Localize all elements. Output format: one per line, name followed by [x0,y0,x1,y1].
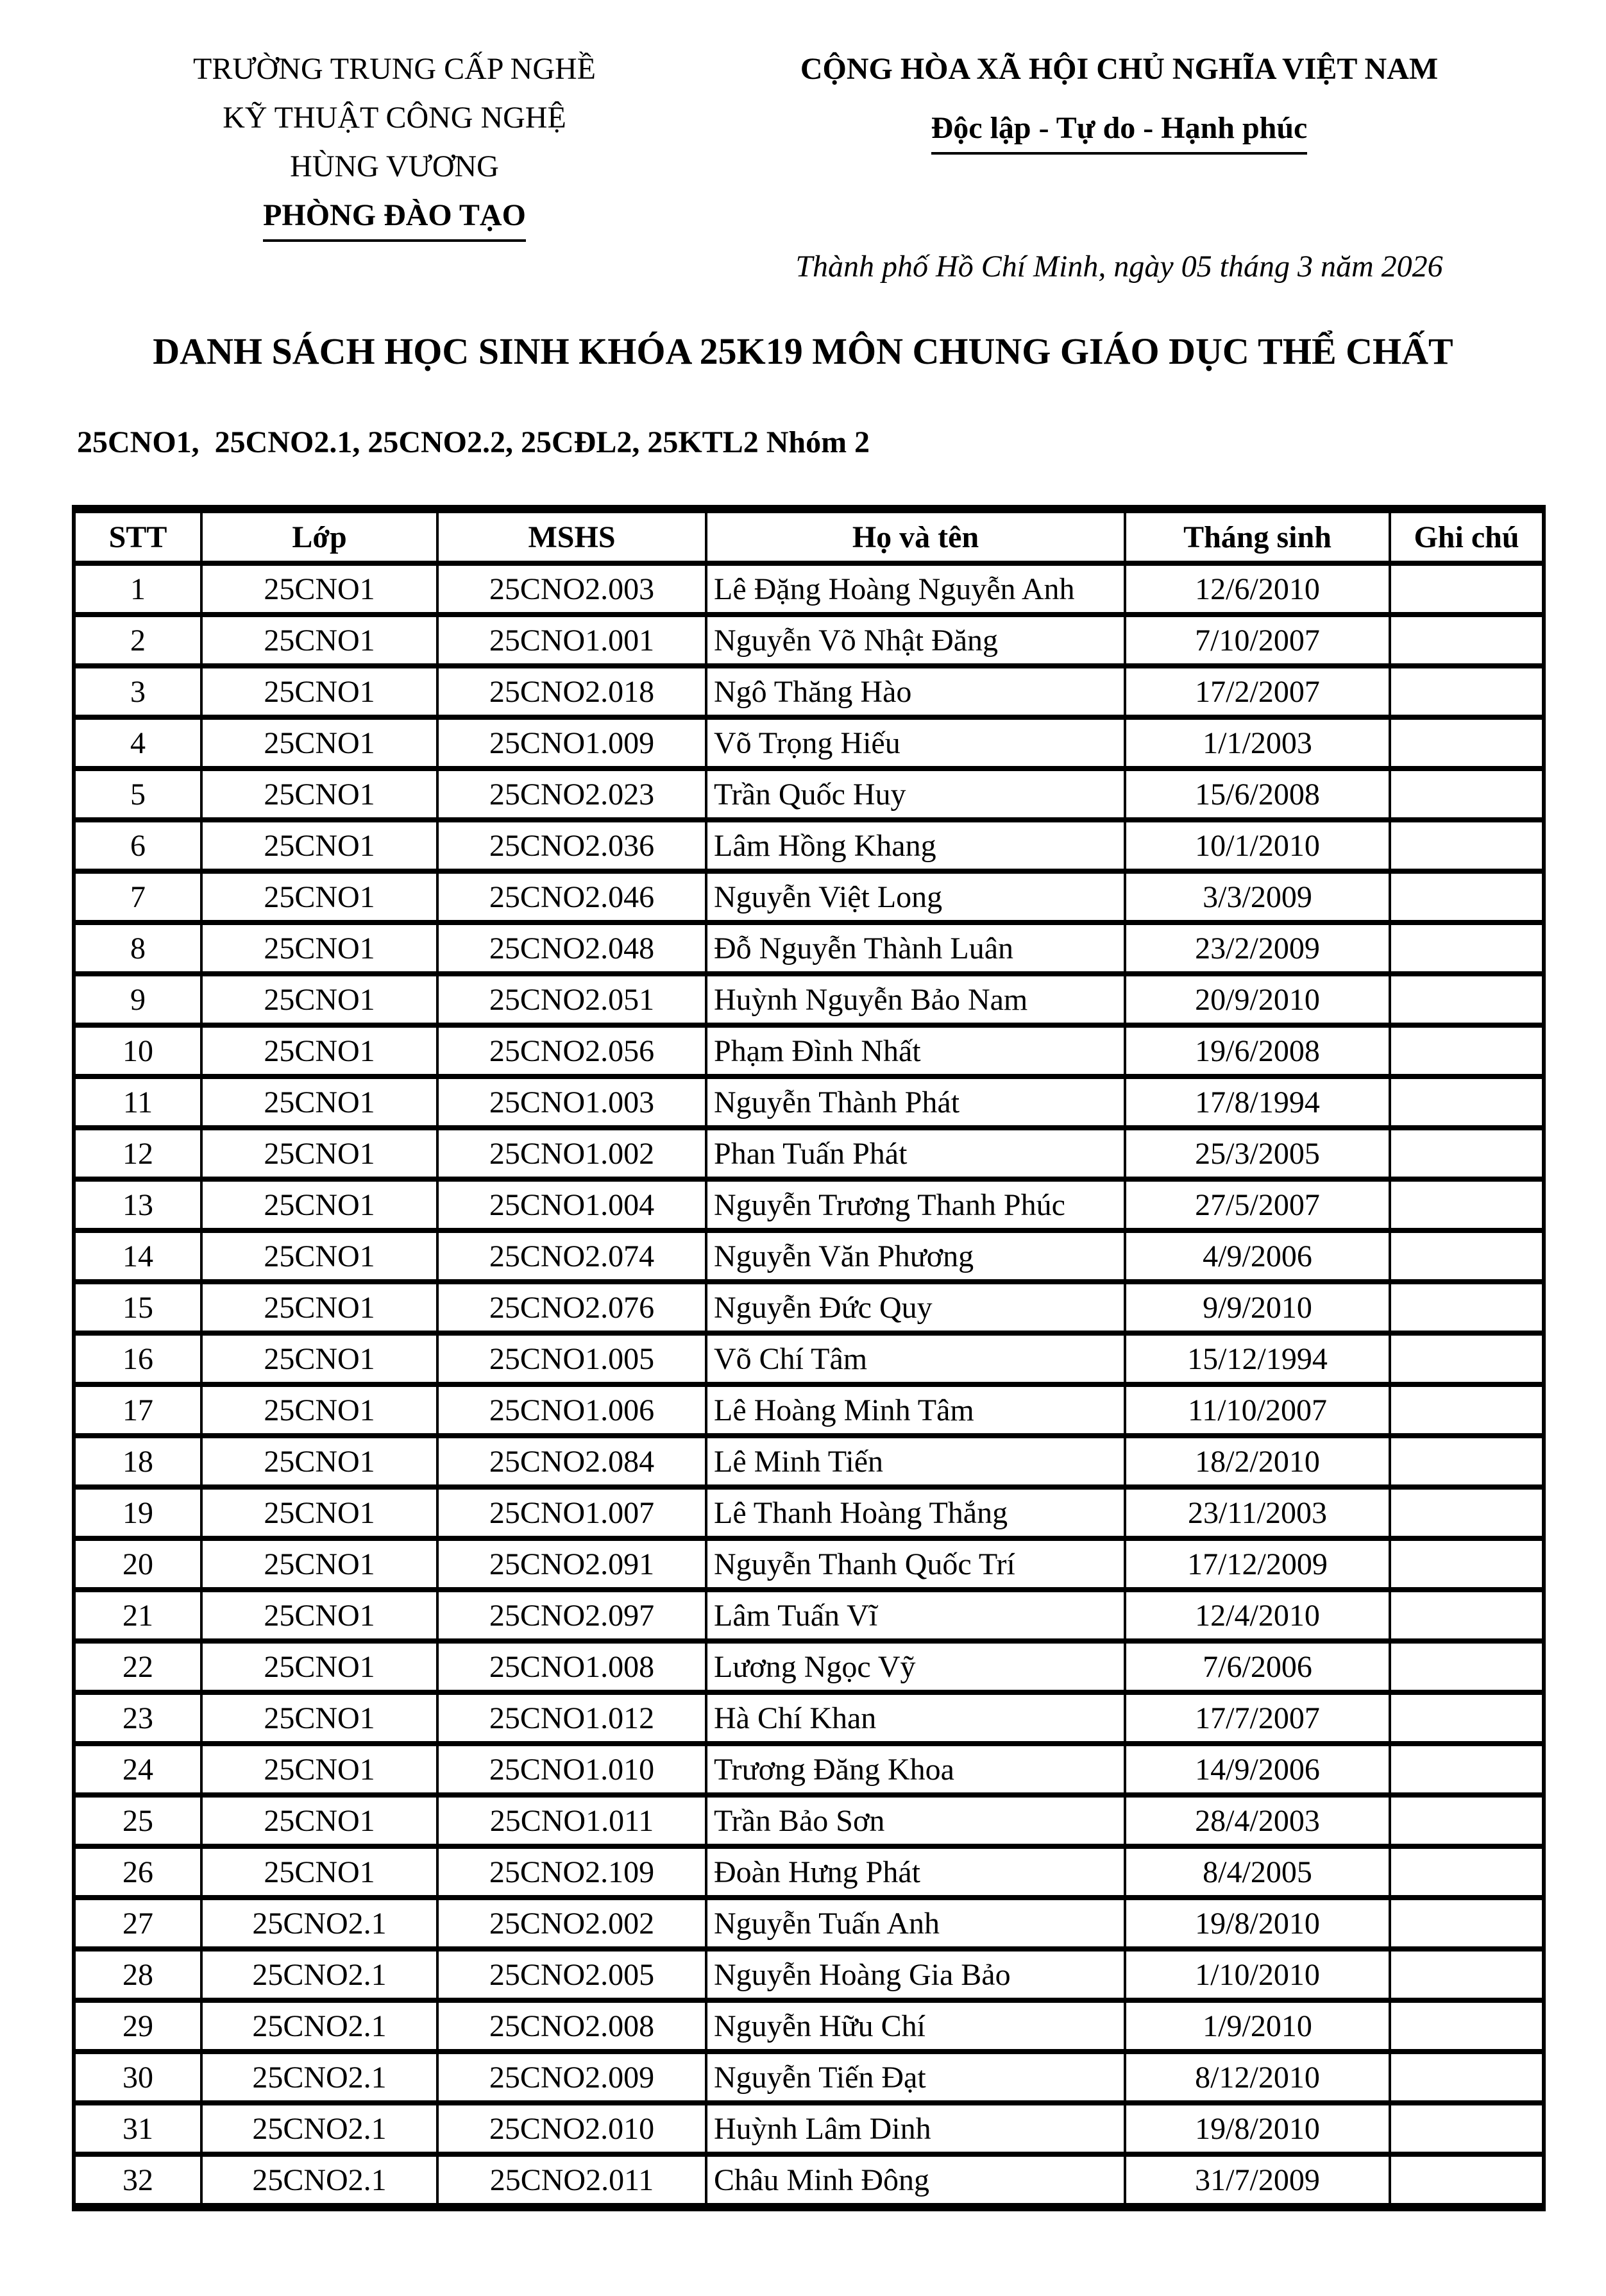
cell-note [1390,2000,1544,2052]
department-name: PHÒNG ĐÀO TẠO [263,198,526,242]
cell-stt: 20 [74,1538,201,1590]
cell-stt: 17 [74,1384,201,1436]
cell-name: Nguyễn Trương Thanh Phúc [706,1179,1125,1230]
cell-stt: 27 [74,1898,201,1949]
cell-name: Lâm Tuấn Vĩ [706,1590,1125,1641]
cell-mshs: 25CNO1.012 [437,1692,706,1744]
cell-stt: 12 [74,1128,201,1179]
cell-class: 25CNO1 [201,1333,437,1384]
cell-class: 25CNO1 [201,769,437,820]
national-motto-line2: Độc lập - Tự do - Hạnh phúc [931,110,1308,155]
student-row [74,563,1544,615]
cell-note [1390,1076,1544,1128]
cell-class: 25CNO1 [201,1128,437,1179]
cell-name: Phạm Đình Nhất [706,1025,1125,1076]
cell-name: Trần Quốc Huy [706,769,1125,820]
school-name-line3: HÙNG VƯƠNG [290,149,499,183]
cell-class: 25CNO1 [201,1692,437,1744]
cell-mshs: 25CNO2.009 [437,2052,706,2103]
class-list-subtitle: 25CNO1, 25CNO2.1, 25CNO2.2, 25CĐL2, 25KTL2 Nhóm 2 [77,425,870,459]
cell-stt: 25 [74,1795,201,1846]
cell-note [1390,717,1544,769]
student-row [74,1179,1544,1230]
col-header-name: Họ và tên [706,509,1125,564]
cell-mshs: 25CNO2.008 [437,2000,706,2052]
cell-birth: 19/8/2010 [1125,2103,1390,2154]
cell-stt: 11 [74,1076,201,1128]
cell-note [1390,2052,1544,2103]
cell-class: 25CNO1 [201,1230,437,1282]
date-line: Thành phố Hồ Chí Minh, ngày 05 tháng 3 năm 2026 [795,250,1443,284]
cell-name: Châu Minh Đông [706,2154,1125,2207]
cell-stt: 8 [74,923,201,974]
cell-note [1390,1795,1544,1846]
school-name-line1: TRƯỜNG TRUNG CẤP NGHỀ [193,52,596,86]
student-row [74,1025,1544,1076]
cell-note [1390,820,1544,871]
student-row [74,615,1544,666]
cell-name: Nguyễn Hữu Chí [706,2000,1125,2052]
student-row [74,820,1544,871]
cell-class: 25CNO1 [201,1487,437,1538]
cell-class: 25CNO1 [201,1641,437,1692]
cell-class: 25CNO1 [201,871,437,923]
cell-birth: 19/6/2008 [1125,1025,1390,1076]
cell-mshs: 25CNO2.051 [437,974,706,1025]
cell-mshs: 25CNO1.006 [437,1384,706,1436]
cell-mshs: 25CNO1.003 [437,1076,706,1128]
student-row [74,923,1544,974]
cell-mshs: 25CNO1.002 [437,1128,706,1179]
cell-name: Nguyễn Tiến Đạt [706,2052,1125,2103]
cell-note [1390,1846,1544,1898]
cell-mshs: 25CNO2.046 [437,871,706,923]
cell-stt: 7 [74,871,201,923]
cell-mshs: 25CNO1.004 [437,1179,706,1230]
cell-class: 25CNO1 [201,923,437,974]
student-row [74,1128,1544,1179]
cell-name: Trần Bảo Sơn [706,1795,1125,1846]
cell-birth: 7/10/2007 [1125,615,1390,666]
cell-note [1390,1282,1544,1333]
cell-mshs: 25CNO2.003 [437,563,706,615]
cell-mshs: 25CNO2.002 [437,1898,706,1949]
cell-class: 25CNO1 [201,615,437,666]
cell-class: 25CNO1 [201,820,437,871]
cell-stt: 3 [74,666,201,717]
cell-name: Trương Đăng Khoa [706,1744,1125,1795]
cell-class: 25CNO1 [201,717,437,769]
cell-birth: 23/11/2003 [1125,1487,1390,1538]
cell-birth: 8/12/2010 [1125,2052,1390,2103]
cell-mshs: 25CNO2.011 [437,2154,706,2207]
cell-stt: 4 [74,717,201,769]
student-row [74,1692,1544,1744]
cell-mshs: 25CNO1.009 [437,717,706,769]
cell-name: Võ Trọng Hiếu [706,717,1125,769]
cell-mshs: 25CNO2.036 [437,820,706,871]
cell-mshs: 25CNO2.048 [437,923,706,974]
cell-mshs: 25CNO2.097 [437,1590,706,1641]
cell-birth: 31/7/2009 [1125,2154,1390,2207]
student-row [74,2052,1544,2103]
cell-name: Lâm Hồng Khang [706,820,1125,871]
cell-stt: 14 [74,1230,201,1282]
cell-note [1390,974,1544,1025]
cell-class: 25CNO1 [201,1846,437,1898]
cell-note [1390,1641,1544,1692]
cell-name: Ngô Thăng Hào [706,666,1125,717]
cell-birth: 4/9/2006 [1125,1230,1390,1282]
cell-note [1390,1898,1544,1949]
cell-birth: 25/3/2005 [1125,1128,1390,1179]
cell-name: Lê Hoàng Minh Tâm [706,1384,1125,1436]
student-row [74,1898,1544,1949]
cell-stt: 30 [74,2052,201,2103]
cell-note [1390,1590,1544,1641]
cell-stt: 1 [74,563,201,615]
cell-birth: 8/4/2005 [1125,1846,1390,1898]
cell-birth: 11/10/2007 [1125,1384,1390,1436]
cell-mshs: 25CNO1.005 [437,1333,706,1384]
cell-stt: 29 [74,2000,201,2052]
cell-name: Nguyễn Võ Nhật Đăng [706,615,1125,666]
cell-note [1390,1333,1544,1384]
cell-note [1390,1538,1544,1590]
student-row [74,1590,1544,1641]
cell-mshs: 25CNO1.010 [437,1744,706,1795]
student-row [74,717,1544,769]
cell-class: 25CNO2.1 [201,2052,437,2103]
cell-note [1390,871,1544,923]
cell-class: 25CNO1 [201,1538,437,1590]
cell-birth: 17/7/2007 [1125,1692,1390,1744]
cell-mshs: 25CNO2.018 [437,666,706,717]
cell-mshs: 25CNO1.011 [437,1795,706,1846]
cell-note [1390,1949,1544,2000]
cell-stt: 21 [74,1590,201,1641]
cell-class: 25CNO2.1 [201,2103,437,2154]
cell-mshs: 25CNO2.010 [437,2103,706,2154]
cell-birth: 18/2/2010 [1125,1436,1390,1487]
cell-stt: 32 [74,2154,201,2207]
cell-stt: 16 [74,1333,201,1384]
cell-name: Nguyễn Thanh Quốc Trí [706,1538,1125,1590]
cell-name: Nguyễn Việt Long [706,871,1125,923]
student-row [74,1333,1544,1384]
col-header-note: Ghi chú [1390,509,1544,564]
cell-stt: 18 [74,1436,201,1487]
cell-class: 25CNO2.1 [201,1949,437,2000]
cell-name: Võ Chí Tâm [706,1333,1125,1384]
col-header-stt: STT [74,509,201,564]
cell-class: 25CNO1 [201,1744,437,1795]
student-row [74,1282,1544,1333]
student-row [74,1744,1544,1795]
cell-name: Lê Thanh Hoàng Thắng [706,1487,1125,1538]
student-row [74,2103,1544,2154]
cell-mshs: 25CNO1.008 [437,1641,706,1692]
cell-stt: 23 [74,1692,201,1744]
cell-mshs: 25CNO2.056 [437,1025,706,1076]
cell-note [1390,615,1544,666]
cell-note [1390,1436,1544,1487]
cell-note [1390,2103,1544,2154]
cell-name: Huỳnh Lâm Dinh [706,2103,1125,2154]
cell-birth: 23/2/2009 [1125,923,1390,974]
cell-mshs: 25CNO1.001 [437,615,706,666]
cell-mshs: 25CNO1.007 [437,1487,706,1538]
cell-note [1390,1128,1544,1179]
cell-birth: 15/6/2008 [1125,769,1390,820]
cell-mshs: 25CNO2.076 [437,1282,706,1333]
cell-name: Phan Tuấn Phát [706,1128,1125,1179]
cell-birth: 7/6/2006 [1125,1641,1390,1692]
cell-name: Lương Ngọc Vỹ [706,1641,1125,1692]
student-row [74,1538,1544,1590]
table-header-row [74,509,1544,564]
cell-birth: 17/12/2009 [1125,1538,1390,1590]
cell-name: Nguyễn Thành Phát [706,1076,1125,1128]
cell-birth: 1/1/2003 [1125,717,1390,769]
student-row [74,1384,1544,1436]
cell-birth: 10/1/2010 [1125,820,1390,871]
cell-class: 25CNO1 [201,563,437,615]
cell-mshs: 25CNO2.084 [437,1436,706,1487]
cell-class: 25CNO1 [201,1795,437,1846]
cell-birth: 9/9/2010 [1125,1282,1390,1333]
cell-name: Nguyễn Tuấn Anh [706,1898,1125,1949]
cell-stt: 24 [74,1744,201,1795]
student-row [74,1641,1544,1692]
cell-class: 25CNO1 [201,1025,437,1076]
cell-class: 25CNO1 [201,1436,437,1487]
student-row [74,769,1544,820]
cell-birth: 19/8/2010 [1125,1898,1390,1949]
cell-name: Nguyễn Văn Phương [706,1230,1125,1282]
cell-birth: 20/9/2010 [1125,974,1390,1025]
cell-birth: 17/8/1994 [1125,1076,1390,1128]
cell-stt: 13 [74,1179,201,1230]
cell-class: 25CNO2.1 [201,1898,437,1949]
cell-note [1390,1487,1544,1538]
cell-mshs: 25CNO2.091 [437,1538,706,1590]
document-title: DANH SÁCH HỌC SINH KHÓA 25K19 MÔN CHUNG GIÁO DỤC THỂ CHẤT [153,330,1453,372]
cell-birth: 14/9/2006 [1125,1744,1390,1795]
school-header [154,45,635,242]
cell-birth: 12/6/2010 [1125,563,1390,615]
cell-stt: 6 [74,820,201,871]
cell-mshs: 25CNO2.109 [437,1846,706,1898]
cell-stt: 28 [74,1949,201,2000]
cell-class: 25CNO1 [201,1179,437,1230]
col-header-mshs: MSHS [437,509,706,564]
student-row [74,1076,1544,1128]
cell-class: 25CNO1 [201,974,437,1025]
cell-birth: 17/2/2007 [1125,666,1390,717]
cell-birth: 3/3/2009 [1125,871,1390,923]
cell-birth: 12/4/2010 [1125,1590,1390,1641]
cell-stt: 5 [74,769,201,820]
cell-name: Huỳnh Nguyễn Bảo Nam [706,974,1125,1025]
cell-class: 25CNO2.1 [201,2154,437,2207]
student-row [74,1949,1544,2000]
national-header [744,45,1494,155]
national-motto-line1: CỘNG HÒA XÃ HỘI CHỦ NGHĨA VIỆT NAM [800,52,1439,86]
cell-birth: 15/12/1994 [1125,1333,1390,1384]
cell-mshs: 25CNO2.074 [437,1230,706,1282]
cell-stt: 10 [74,1025,201,1076]
student-row [74,974,1544,1025]
cell-class: 25CNO1 [201,1384,437,1436]
col-header-class: Lớp [201,509,437,564]
cell-note [1390,1025,1544,1076]
student-row [74,2154,1544,2207]
cell-mshs: 25CNO2.023 [437,769,706,820]
student-row [74,666,1544,717]
cell-stt: 9 [74,974,201,1025]
cell-note [1390,1384,1544,1436]
cell-note [1390,2154,1544,2207]
cell-birth: 1/10/2010 [1125,1949,1390,2000]
cell-birth: 28/4/2003 [1125,1795,1390,1846]
cell-name: Nguyễn Đức Quy [706,1282,1125,1333]
cell-class: 25CNO2.1 [201,2000,437,2052]
student-table [72,505,1546,2211]
student-row [74,871,1544,923]
student-row [74,1436,1544,1487]
cell-note [1390,769,1544,820]
cell-mshs: 25CNO2.005 [437,1949,706,2000]
school-name-line2: KỸ THUẬT CÔNG NGHỆ [223,101,566,135]
cell-note [1390,1179,1544,1230]
cell-birth: 27/5/2007 [1125,1179,1390,1230]
cell-note [1390,666,1544,717]
cell-stt: 22 [74,1641,201,1692]
cell-name: Lê Đặng Hoàng Nguyễn Anh [706,563,1125,615]
cell-stt: 2 [74,615,201,666]
student-row [74,1795,1544,1846]
cell-name: Đỗ Nguyễn Thành Luân [706,923,1125,974]
cell-stt: 31 [74,2103,201,2154]
student-row [74,2000,1544,2052]
cell-stt: 19 [74,1487,201,1538]
cell-class: 25CNO1 [201,666,437,717]
cell-class: 25CNO1 [201,1590,437,1641]
student-row [74,1487,1544,1538]
cell-name: Hà Chí Khan [706,1692,1125,1744]
col-header-birth: Tháng sinh [1125,509,1390,564]
cell-birth: 1/9/2010 [1125,2000,1390,2052]
student-row [74,1846,1544,1898]
cell-class: 25CNO1 [201,1076,437,1128]
cell-note [1390,563,1544,615]
cell-note [1390,1744,1544,1795]
cell-stt: 26 [74,1846,201,1898]
student-row [74,1230,1544,1282]
cell-stt: 15 [74,1282,201,1333]
cell-note [1390,1230,1544,1282]
cell-name: Nguyễn Hoàng Gia Bảo [706,1949,1125,2000]
cell-name: Lê Minh Tiến [706,1436,1125,1487]
cell-name: Đoàn Hưng Phát [706,1846,1125,1898]
cell-note [1390,1692,1544,1744]
cell-note [1390,923,1544,974]
cell-class: 25CNO1 [201,1282,437,1333]
